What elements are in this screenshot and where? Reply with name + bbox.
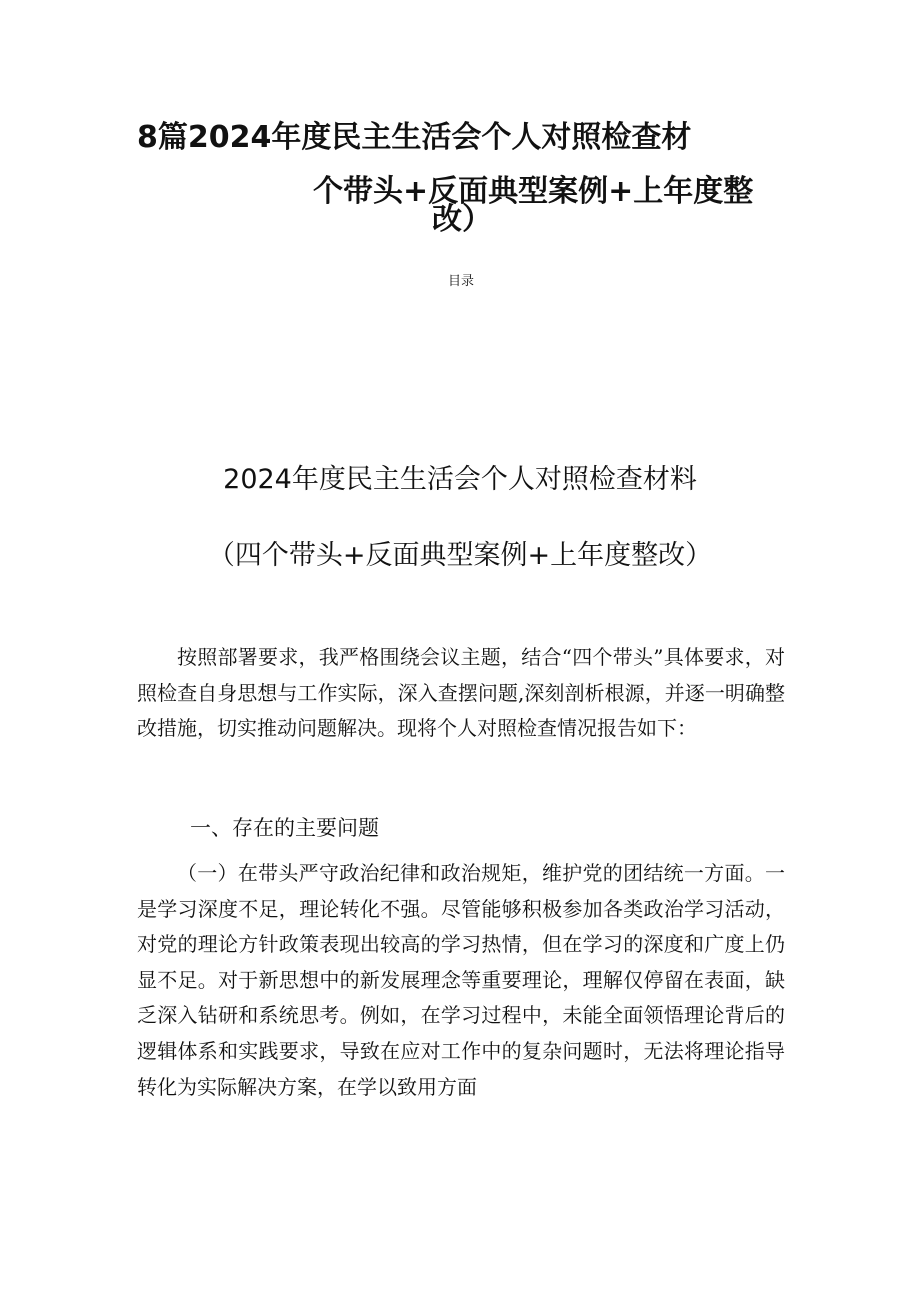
document-title-line-1: 2024年度民主生活会个人对照检查材料: [223, 464, 697, 495]
document-title-line-2: （四个带头+反面典型案例+上年度整改）: [207, 540, 713, 571]
cover-title-line-3: 改）: [432, 202, 492, 237]
cover-title-line-2: 个带头+反面典型案例+上年度整: [313, 174, 754, 209]
problem-point-1-paragraph: （一）在带头严守政治纪律和政治规矩，维护党的团结统一方面。一是学习深度不足，理论转化不强。尽管能够积极参加各类政治学习活动，对党的理论方针政策表现出较高的学习热情，但在学习的深度和广度上仍显不足。对于新思想中的新发展理念等重要理论，理解仅停留在表面，缺乏深入钻研和系统思考。例如，在学习过程中，未能全面领悟理论背后的逻辑体系和实践要求，导致在应对工作中的复杂问题时，无法将理论指导转化为实际解决方案，在学以致用方面: [137, 861, 785, 1099]
cover-title-line-1: 8篇2024年度民主生活会个人对照检查材: [137, 120, 692, 155]
section-heading-main-problems: 一、存在的主要问题: [190, 816, 379, 840]
table-of-contents-label: 目录: [448, 274, 475, 289]
intro-paragraph: 按照部署要求，我严格围绕会议主题，结合“四个带头”具体要求，对照检查自身思想与工作实际，深入查摆问题,深刻剖析根源，并逐一明确整改措施，切实推动问题解决。现将个人对照检查情况报告如下：: [137, 645, 785, 740]
